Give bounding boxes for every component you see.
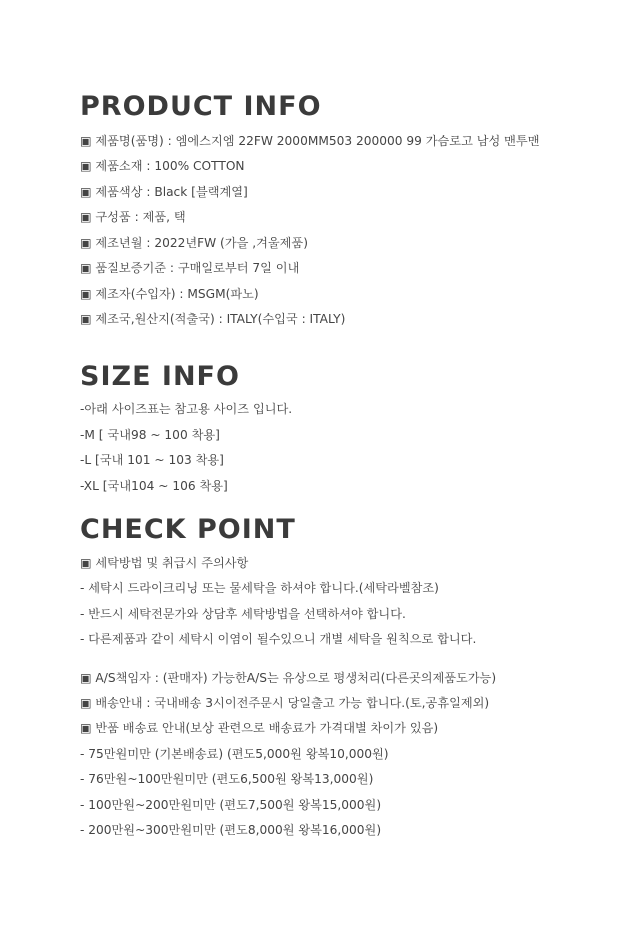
product-origin-line: ▣ 제조국,원산지(적출국) : ITALY(수입국 : ITALY) <box>80 312 346 326</box>
product-name-line: ▣ 제품명(품명) : 엠에스지엠 22FW 2000MM503 200000 99 가슴로고 남성 맨투맨 <box>80 134 540 148</box>
shipping-info-line: ▣ 배송안내 : 국내배송 3시이전주문시 당일출고 가능 합니다.(토,공휴일제외) <box>80 696 490 710</box>
check-point-heading: CHECK POINT <box>80 514 296 545</box>
product-manufacture-date-line: ▣ 제조년월 : 2022년FW (가을 ,겨울제품) <box>80 236 308 250</box>
product-material-line: ▣ 제품소재 : 100% COTTON <box>80 159 245 173</box>
size-info-heading: SIZE INFO <box>80 361 240 392</box>
product-info-heading: PRODUCT INFO <box>80 91 322 122</box>
return-fee-line: - 200만원~300만원미만 (편도8,000원 왕복16,000원) <box>80 823 382 837</box>
size-l-line: -L [국내 101 ~ 103 착용] <box>80 453 224 467</box>
as-info-line: ▣ A/S책임자 : (판매자) 가능한A/S는 유상으로 평생처리(다른곳의제품도가능) <box>80 671 497 685</box>
return-fee-line: - 75만원미만 (기본배송료) (편도5,000원 왕복10,000원) <box>80 747 389 761</box>
product-warranty-line: ▣ 품질보증기준 : 구매일로부터 7일 이내 <box>80 261 300 275</box>
return-fee-line: - 100만원~200만원미만 (편도7,500원 왕복15,000원) <box>80 798 382 812</box>
size-m-line: -M [ 국내98 ~ 100 착용] <box>80 428 220 442</box>
laundry-caution-line: - 반드시 세탁전문가와 상담후 세탁방법을 선택하셔야 합니다. <box>80 607 406 621</box>
laundry-caution-title: ▣ 세탁방법 및 취급시 주의사항 <box>80 556 249 570</box>
product-manufacturer-line: ▣ 제조자(수입자) : MSGM(파노) <box>80 287 259 301</box>
return-fee-title: ▣ 반품 배송료 안내(보상 관련으로 배송료가 가격대별 차이가 있음) <box>80 721 439 735</box>
size-xl-line: -XL [국내104 ~ 106 착용] <box>80 479 228 493</box>
product-color-line: ▣ 제품색상 : Black [블랙계열] <box>80 185 248 199</box>
product-components-line: ▣ 구성품 : 제품, 택 <box>80 210 186 224</box>
laundry-caution-line: - 세탁시 드라이크리닝 또는 물세탁을 하셔야 합니다.(세탁라벨참조) <box>80 581 439 595</box>
return-fee-line: - 76만원~100만원미만 (편도6,500원 왕복13,000원) <box>80 772 374 786</box>
size-note-line: -아래 사이즈표는 참고용 사이즈 입니다. <box>80 402 293 416</box>
laundry-caution-line: - 다른제품과 같이 세탁시 이염이 될수있으니 개별 세탁을 원칙으로 합니다. <box>80 632 477 646</box>
